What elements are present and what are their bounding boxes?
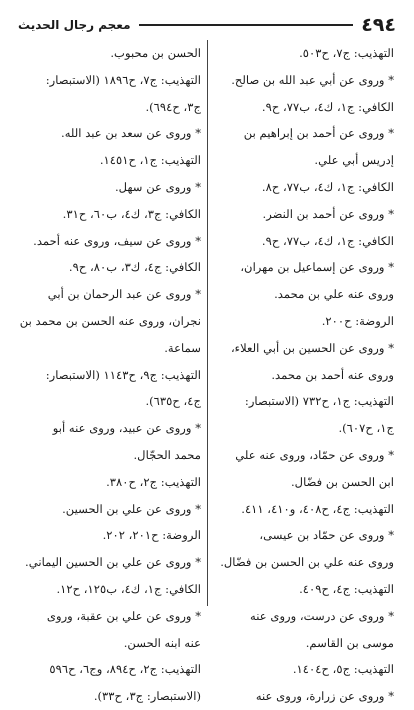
- text-columns: [18, 40, 396, 704]
- text-line: * وروى عن حمّاد بن عيسى،: [259, 528, 394, 543]
- text-line: وروى عنه علي بن الحسن بن فضّال.: [220, 555, 394, 570]
- text-line: ج٣، ح٦٩٤).: [145, 99, 201, 114]
- text-line: * وروى عن سعد بن عبد الله.: [61, 126, 201, 141]
- text-line: * وروى عن إسماعيل بن مهران،: [240, 260, 394, 275]
- text-line: ج٤، ح٦٣٥).: [145, 394, 201, 409]
- text-line: * وروى عن حمّاد، وروى عنه علي: [235, 447, 394, 462]
- text-line: * وروى عن علي بن الحسين اليماني.: [25, 555, 201, 570]
- right-column: [207, 40, 396, 704]
- header-rule: [139, 24, 354, 26]
- text-line: عنه ابنه الحسن.: [123, 635, 201, 650]
- text-line: سماعة.: [164, 340, 201, 355]
- text-line: التهذيب: ج٧، ح٥٠٣.: [299, 46, 394, 60]
- text-line: * وروى عن علي بن الحسين.: [62, 501, 201, 516]
- text-line: وروى عنه علي بن محمد.: [274, 287, 394, 302]
- text-line: الحسن بن محبوب.: [110, 46, 201, 60]
- text-line: * وروى عن أبي عبد الله بن صالح.: [231, 72, 394, 87]
- text-line: وروى عنه أحمد بن محمد.: [271, 367, 394, 382]
- text-line: * وروى عن عبد الرحمان بن أبي: [47, 287, 201, 302]
- text-line: التهذيب: ج١، ح١٤٥١.: [99, 153, 201, 168]
- text-line: الكافي: ج٤، ك٣، ب٨٠، ح٩.: [68, 260, 201, 275]
- text-line: محمد الحجّال.: [133, 447, 201, 462]
- text-line: التهذيب: ج٥، ح١٤٠٤.: [292, 662, 394, 677]
- text-line: الكافي: ج١، ك٤، ب٧٧، ح٨.: [261, 179, 394, 194]
- text-line: * وروى عن أحمد بن النضر.: [262, 206, 394, 221]
- text-line: الكافي: ج١، ك٤، ب٧٧، ح٩.: [261, 233, 394, 248]
- text-line: * وروى عن سهل.: [115, 179, 201, 194]
- page-number: ٤٩٤: [361, 14, 396, 36]
- text-line: * وروى عن أحمد بن إبراهيم بن: [243, 126, 394, 141]
- text-line: التهذيب: ج٤، ح٤٠٨، و٤١٠، ٤١١.: [241, 501, 394, 516]
- text-line: التهذيب: ج١، ح٧٣٢ (الاستبصار:: [244, 394, 394, 409]
- text-line: * وروى عن علي بن عقبة، وروى: [46, 608, 201, 623]
- text-line: الكافي: ج٣، ك٤، ب٦٠، ح٣١.: [62, 206, 201, 221]
- text-line: * وروى عن درست، وروى عنه: [250, 608, 394, 623]
- text-line: التهذيب: ج٩، ح١١٤٣ (الاستبصار:: [45, 367, 201, 382]
- text-line: موسى بن القاسم.: [305, 635, 394, 650]
- text-line: التهذيب: ج٧، ح١٨٩٦ (الاستبصار:: [45, 72, 201, 87]
- text-line: ج١، ح٦٠٧).: [338, 421, 394, 436]
- text-line: نجران، وروى عنه الحسن بن محمد بن: [20, 313, 201, 328]
- left-column: [18, 40, 207, 704]
- text-line: ابن الحسن بن فضّال.: [290, 474, 394, 489]
- text-line: إدريس أبي علي.: [314, 153, 394, 168]
- text-line: الروضة: ح٢٠١، ٢٠٢.: [102, 528, 201, 543]
- page-header: [18, 14, 396, 36]
- text-line: (الاستبصار: ج٣، ح٣٣).: [93, 689, 201, 704]
- text-line: الروضة: ح٢٠٠.: [321, 313, 394, 328]
- text-line: * وروى عن زرارة، وروى عنه: [255, 689, 394, 704]
- text-line: * وروى عن الحسين بن أبي العلاء،: [230, 340, 394, 355]
- text-line: * وروى عن سيف، وروى عنه أحمد.: [33, 233, 201, 248]
- book-title: معجم رجال الحديث: [18, 18, 131, 32]
- text-line: الكافي: ج١، ك٤، ب١٢٥، ح١٢.: [56, 581, 201, 596]
- text-line: التهذيب: ج٢، ح٨٩٤، وج٦، ح٥٩٦: [49, 662, 201, 677]
- text-line: الكافي: ج١، ك٤، ب٧٧، ح٩.: [261, 99, 394, 114]
- text-line: * وروى عن عبيد، وروى عنه أبو: [52, 421, 201, 436]
- text-line: التهذيب: ج٢، ح٣٨٠.: [106, 474, 201, 489]
- text-line: التهذيب: ج٤، ح٤٠٩.: [299, 581, 394, 596]
